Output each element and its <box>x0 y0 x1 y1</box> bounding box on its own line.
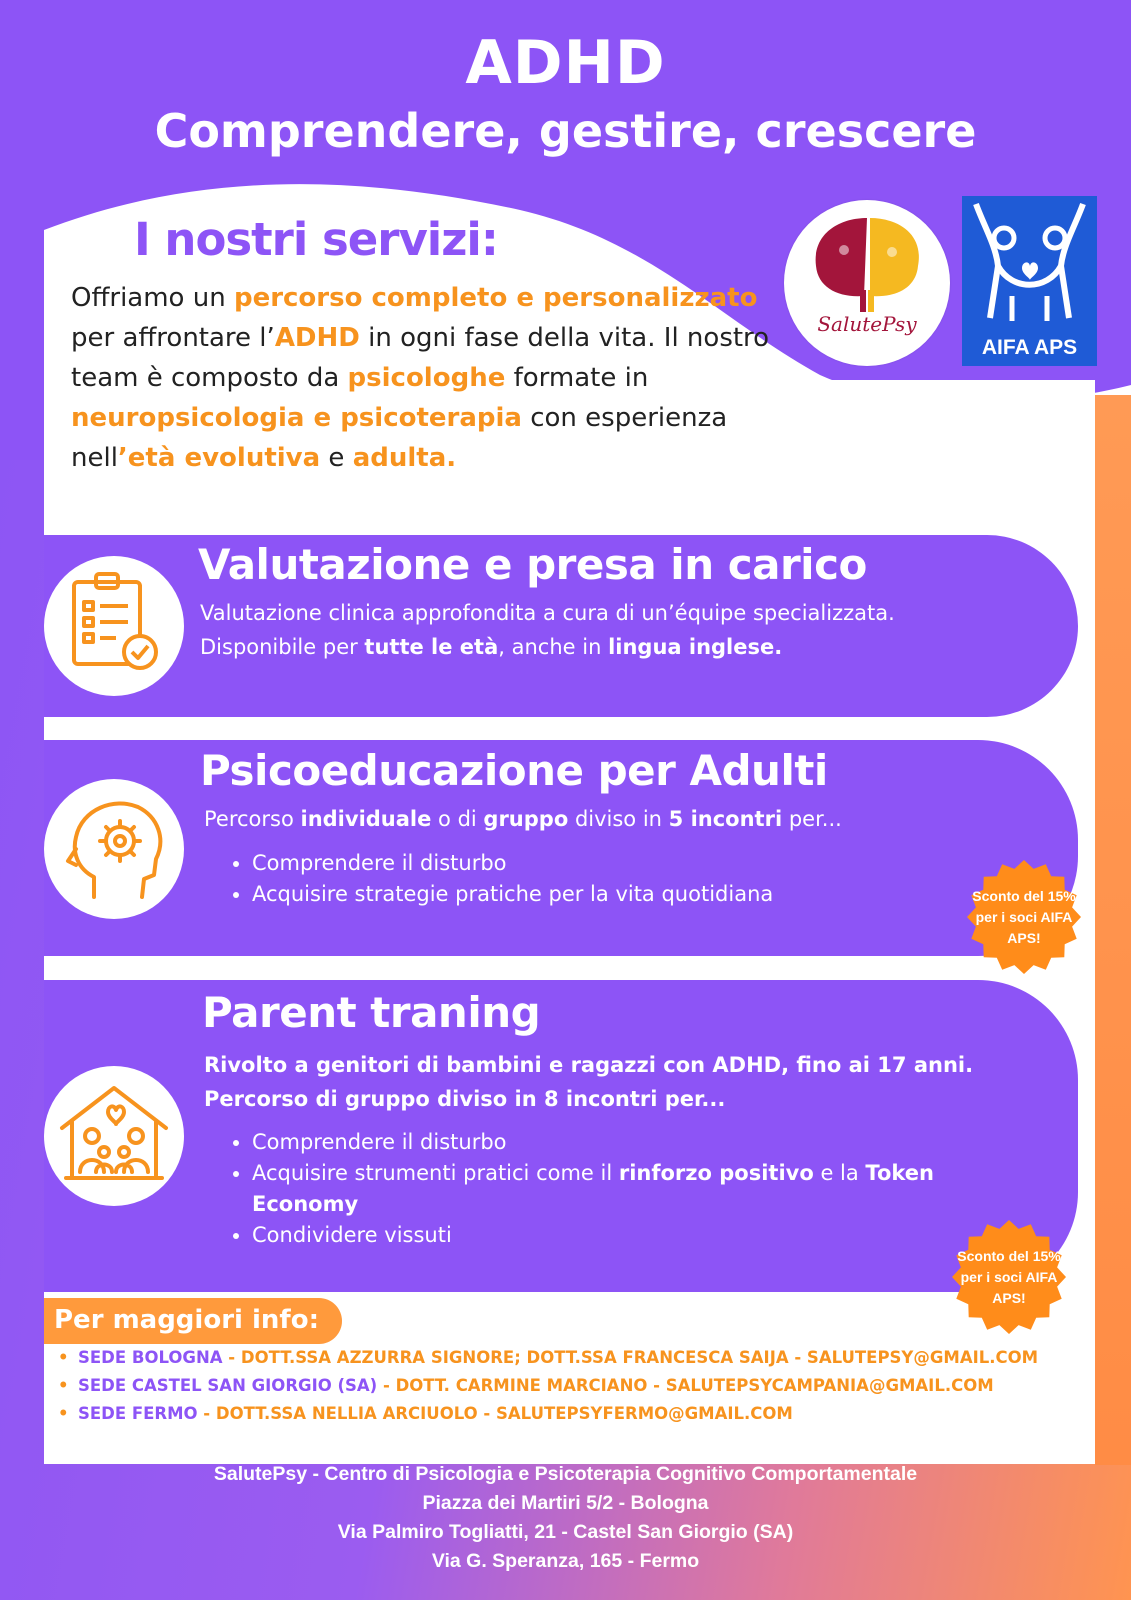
parent-bullets <box>226 1127 1012 1251</box>
info-pill <box>44 1298 342 1344</box>
highlighted-text: ’età evolutiva <box>117 443 321 473</box>
body-text: Comprendere il disturbo <box>252 851 507 875</box>
parent-icon-circle <box>44 1066 184 1206</box>
psicoeducazione-text <box>204 802 1064 836</box>
highlighted-text: ADHD <box>274 323 360 353</box>
sede-name: SEDE BOLOGNA <box>78 1348 223 1367</box>
body-text: , anche in <box>498 635 609 659</box>
body-text: Acquisire strumenti pratici come il <box>252 1161 619 1185</box>
list-item <box>252 848 1052 879</box>
bold-text: 5 incontri <box>668 807 783 831</box>
footer-line1: SalutePsy - Centro di Psicologia e Psicoterapia Cognitivo Comportamentale <box>213 1463 918 1485</box>
contact-item <box>78 1372 1098 1400</box>
list-item <box>252 879 1052 910</box>
psicoeducazione-icon-circle <box>44 779 184 919</box>
valutazione-line2 <box>200 630 1060 664</box>
highlighted-text: neuropsicologia e psicoterapia <box>71 403 522 433</box>
bold-text: tutte le età <box>364 635 499 659</box>
brain-tree-icon <box>784 200 950 366</box>
head-brain-gear-icon <box>44 779 184 919</box>
list-item <box>252 1158 1012 1220</box>
intro-text: in ogni fase della vita. Il nostro team è composto da <box>71 323 770 393</box>
discount-badge-psicoeducazione <box>966 859 1082 975</box>
intro-text: e <box>320 443 353 473</box>
page-title: ADHD <box>465 28 666 98</box>
valutazione-text <box>200 596 1060 664</box>
valutazione-icon-circle <box>44 556 184 696</box>
family-house-icon <box>44 1066 184 1206</box>
footer <box>0 1460 1131 1576</box>
discount-badge-parent <box>951 1219 1067 1335</box>
valutazione-title: Valutazione e presa in carico <box>198 540 867 589</box>
parent-text <box>204 1048 1064 1116</box>
body-text: e la <box>813 1161 866 1185</box>
bold-text: gruppo <box>483 807 569 831</box>
info-label: Per maggiori info: <box>54 1305 319 1335</box>
bold-text: Token Economy <box>252 1161 934 1216</box>
aifa-logo <box>962 196 1097 366</box>
intro-text: formate in <box>505 363 649 393</box>
parent-line1: Rivolto a genitori di bambini e ragazzi con ADHD, fino ai 17 anni. <box>204 1053 974 1077</box>
body-text: Percorso <box>204 807 301 831</box>
body-text: Disponibile per <box>200 635 365 659</box>
salutepsy-wordmark: SalutePsy <box>817 312 917 336</box>
parent-title: Parent traning <box>202 988 541 1037</box>
salutepsy-logo <box>784 200 950 366</box>
discount-badge-text: Sconto del 15% per i soci AIFA APS! <box>972 887 1076 946</box>
orange-side-strip <box>1095 395 1131 1465</box>
body-text: o di <box>431 807 484 831</box>
bold-text: rinforzo positivo <box>618 1161 814 1185</box>
highlighted-text: adulta. <box>352 443 457 473</box>
sede-name: SEDE CASTEL SAN GIORGIO (SA) <box>78 1376 378 1395</box>
aifa-figures-icon <box>962 196 1097 326</box>
discount-badge-text: Sconto del 15% per i soci AIFA APS! <box>957 1247 1061 1306</box>
contact-list <box>56 1344 1098 1428</box>
contact-details: - DOTT. CARMINE MARCIANO - SALUTEPSYCAMPANIA@GMAIL.COM <box>377 1376 994 1395</box>
psicoeducazione-title: Psicoeducazione per Adulti <box>200 746 828 795</box>
footer-line2: Piazza dei Martiri 5/2 - Bologna <box>422 1492 709 1514</box>
intro-text: Offriamo un <box>71 283 234 313</box>
contact-details: - DOTT.SSA NELLIA ARCIUOLO - SALUTEPSYFERMO@GMAIL.COM <box>197 1404 793 1423</box>
highlighted-text: percorso completo e personalizzato <box>233 283 758 313</box>
body-text: per... <box>782 807 842 831</box>
page-subtitle: Comprendere, gestire, crescere <box>154 104 977 158</box>
contact-details: - DOTT.SSA AZZURRA SIGNORE; DOTT.SSA FRANCESCA SAIJA - SALUTEPSY@GMAIL.COM <box>222 1348 1039 1367</box>
highlighted-text: psicologhe <box>347 363 506 393</box>
contact-item <box>78 1400 1098 1428</box>
aifa-wordmark: AIFA APS <box>981 336 1078 359</box>
sede-name: SEDE FERMO <box>78 1404 198 1423</box>
body-text: diviso in <box>568 807 669 831</box>
footer-line3: Via Palmiro Togliatti, 21 - Castel San Giorgio (SA) <box>337 1521 794 1543</box>
body-text: Comprendere il disturbo <box>252 1130 507 1154</box>
footer-line4: Via G. Speranza, 165 - Fermo <box>431 1550 700 1572</box>
services-intro <box>71 278 771 478</box>
list-item <box>252 1220 1012 1251</box>
body-text: Acquisire strategie pratiche per la vita quotidiana <box>252 882 774 906</box>
intro-text: con esperienza nell <box>71 403 728 473</box>
intro-text: per affrontare l’ <box>71 323 275 353</box>
body-text: Condividere vissuti <box>252 1223 452 1247</box>
valutazione-line1: Valutazione clinica approfondita a cura di un’équipe specializzata. <box>200 601 895 625</box>
bold-text: lingua inglese. <box>608 635 783 659</box>
services-heading: I nostri servizi: <box>134 213 498 266</box>
bold-text: individuale <box>300 807 432 831</box>
list-item <box>252 1127 1012 1158</box>
contact-item <box>78 1344 1098 1372</box>
parent-line2: Percorso di gruppo diviso in 8 incontri per... <box>204 1087 726 1111</box>
psicoeducazione-bullets <box>226 848 1052 910</box>
clipboard-check-icon <box>44 556 184 696</box>
